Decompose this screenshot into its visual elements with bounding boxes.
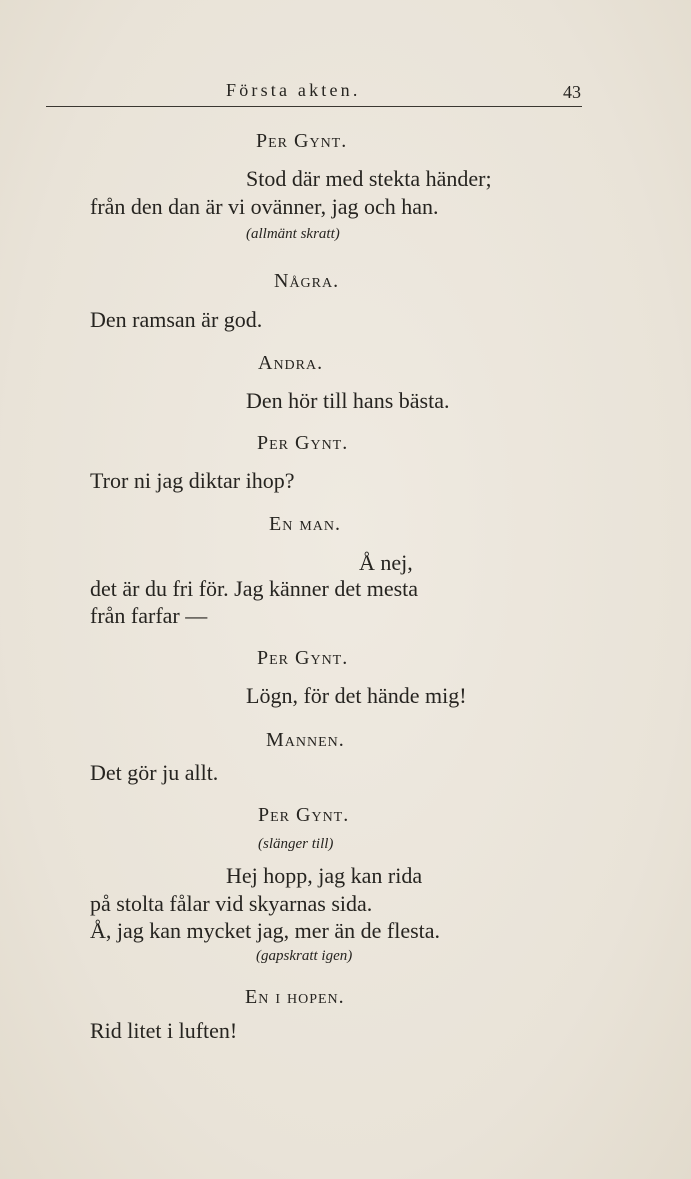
speaker-per-gynt: Per Gynt. [257,647,349,669]
running-title: Första akten. [226,80,361,100]
verse-line: Å nej, [359,550,413,575]
verse-line: Lögn, för det hände mig! [246,683,467,708]
speaker-mannen: Mannen. [266,729,345,751]
verse-line: Stod där med stekta händer; [246,166,492,191]
speaker-per-gynt: Per Gynt. [256,130,348,152]
verse-line: på stolta fålar vid skyarnas sida. [90,891,373,916]
verse-line: Rid litet i luften! [90,1018,238,1043]
stage-direction: (gapskratt igen) [256,948,353,964]
speaker-nagra: Några. [274,270,340,292]
header-rule [46,106,582,107]
stage-direction: (slänger till) [258,836,334,852]
speaker-per-gynt: Per Gynt. [258,804,350,826]
stage-direction: (allmänt skratt) [246,226,340,242]
verse-line: Den hör till hans bästa. [246,388,450,413]
speaker-en-i-hopen: En i hopen. [245,986,345,1008]
verse-line: Å, jag kan mycket jag, mer än de flesta. [90,918,441,943]
verse-line: från farfar — [90,603,208,628]
verse-line: det är du fri för. Jag känner det mesta [90,576,419,601]
speaker-per-gynt: Per Gynt. [257,432,349,454]
verse-line: Hej hopp, jag kan rida [226,863,423,888]
verse-line: Det gör ju allt. [90,760,219,785]
speaker-en-man: En man. [269,513,341,535]
verse-line: Tror ni jag diktar ihop? [90,468,295,493]
verse-line: från den dan är vi ovänner, jag och han. [90,194,439,219]
speaker-andra: Andra. [258,352,324,374]
page-number: 43 [563,82,581,102]
verse-line: Den ramsan är god. [90,307,263,332]
